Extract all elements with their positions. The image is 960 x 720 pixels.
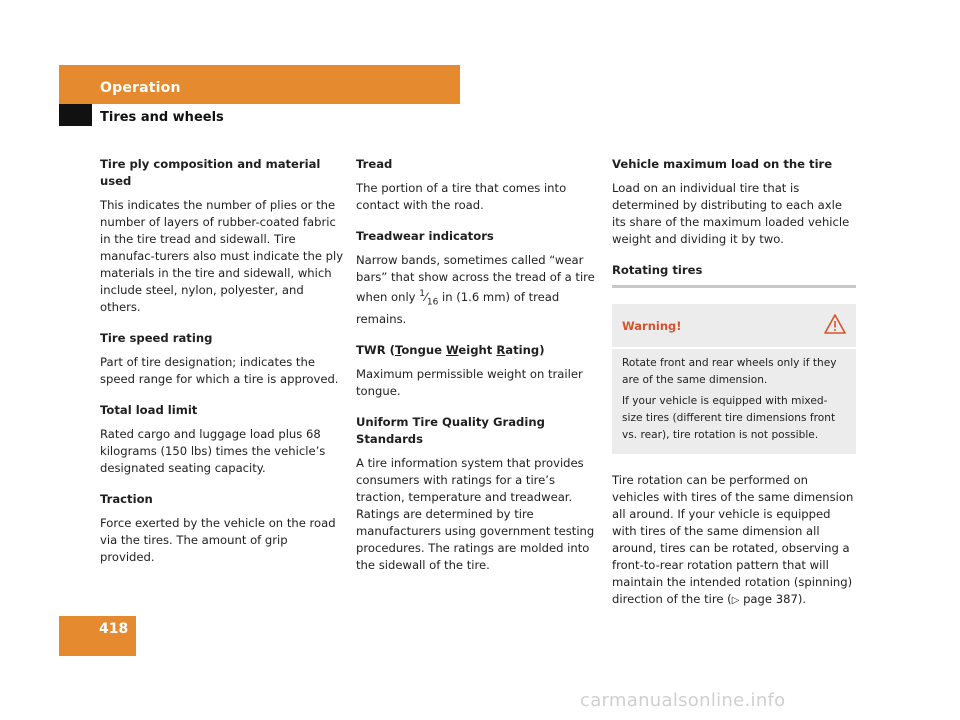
twi-text-1: Narrow bands, sometimes called “wear bars” that show across the tread of a tire when only	[356, 253, 595, 304]
heading-vehicle-max-load: Vehicle maximum load on the tire	[612, 157, 833, 171]
column-1	[100, 156, 344, 580]
warning-body	[612, 349, 856, 454]
twr-part-4: ating)	[505, 343, 545, 358]
heading-ply-composition: Tire ply composition and material used	[100, 157, 321, 188]
text-utqg: A tire information system that provides consumers with ratings for a tire’s traction, temperature and treadwear. Ratings are determined by tire manufacturers using government testing procedures. The ratings are molded into the sidewall of the tire.	[356, 456, 595, 573]
warning-title: Warning!	[622, 319, 682, 333]
text-rotation-procedure	[612, 472, 856, 609]
heading-traction: Traction	[100, 492, 153, 506]
warning-triangle-icon	[824, 314, 846, 339]
text-treadwear-indicators	[356, 252, 602, 328]
text-ply-composition: This indicates the number of plies or the number of layers of rubber-coated fabric in the tire tread and sidewall. Tire manufac-turers also must indicate the ply materials in the tire and sidewall, which include steel, nylon, polyester, and others.	[100, 198, 344, 314]
watermark: carmanualsonline.info	[580, 690, 786, 711]
page-ref-arrow-icon: ▷	[731, 595, 740, 606]
text-tread: The portion of a tire that comes into contact with the road.	[356, 181, 567, 212]
twr-w: W	[446, 343, 459, 358]
heading-twr	[356, 342, 602, 359]
column-3	[612, 156, 856, 623]
twr-part-2: ongue	[401, 343, 447, 358]
twr-part-1: TWR (	[356, 343, 395, 358]
heading-total-load-limit: Total load limit	[100, 403, 198, 417]
section-tab-marker	[59, 104, 92, 126]
twr-t: T	[394, 343, 402, 358]
page-subtitle: Tires and wheels	[100, 110, 224, 125]
heading-rotating-tires: Rotating tires	[612, 262, 856, 288]
warning-text-2: If your vehicle is equipped with mixed-size tires (different tire dimensions front vs. rear), tire rotation is not possible.	[622, 395, 836, 441]
twr-r: R	[496, 343, 506, 358]
warning-box	[612, 304, 856, 454]
text-traction: Force exerted by the vehicle on the road via the tires. The amount of grip provided.	[100, 516, 336, 564]
heading-tread: Tread	[356, 157, 393, 171]
fraction-numerator: 1	[419, 289, 425, 299]
fraction-denominator: 16	[426, 297, 439, 308]
rotation-text: Tire rotation can be performed on vehicles with tires of the same dimension all around. If your vehicle is equipped with tires of the same dimension all around, tires can be rotated, observing a front-to-rear rotation pattern that will maintain the intended rotation (spinning) direction of the tire (	[612, 473, 854, 606]
twi-text-2: in (1.6 mm) of tread remains.	[356, 289, 560, 327]
page-ref-link[interactable]: page 387).	[739, 592, 807, 606]
fraction-slash: ⁄	[424, 289, 427, 304]
text-twr: Maximum permissible weight on trailer tongue.	[356, 367, 583, 399]
heading-treadwear-indicators: Treadwear indicators	[356, 229, 494, 243]
text-total-load-limit: Rated cargo and luggage load plus 68 kilograms (150 lbs) times the vehicle’s designated seating capacity.	[100, 427, 326, 475]
heading-speed-rating: Tire speed rating	[100, 331, 213, 345]
twr-part-3: eight	[458, 343, 497, 358]
heading-utqg: Uniform Tire Quality Grading Standards	[356, 415, 545, 447]
text-vehicle-max-load: Load on an individual tire that is determined by distributing to each axle its share of the maximum loaded vehicle weight and dividing it by two.	[612, 181, 850, 246]
warning-text-1: Rotate front and rear wheels only if they are of the same dimension.	[622, 357, 837, 386]
section-title: Operation	[100, 80, 181, 96]
fraction-1-16	[419, 289, 439, 308]
warning-header	[612, 304, 856, 349]
page-number: 418	[99, 621, 129, 637]
column-2	[356, 156, 602, 588]
text-speed-rating: Part of tire designation; indicates the speed range for which a tire is approved.	[100, 355, 339, 386]
